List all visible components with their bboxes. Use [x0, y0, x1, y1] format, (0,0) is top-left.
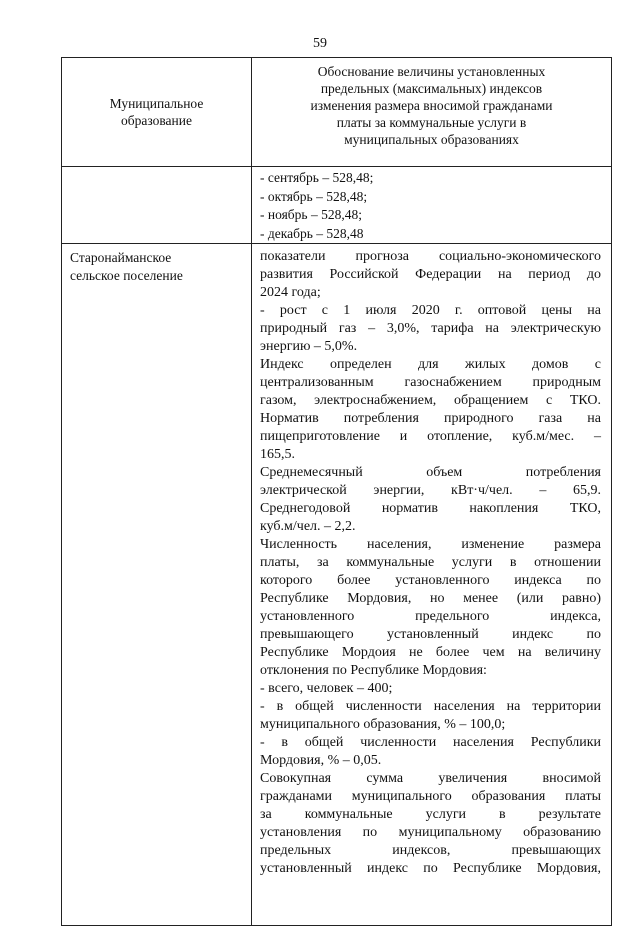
- text-line: за коммунальные услуги в результате: [260, 807, 601, 822]
- text-line: Среднемесячный объем потребления: [260, 465, 601, 480]
- text-line: установленного предельного индекса,: [260, 609, 601, 624]
- text-line: Среднегодовой норматив накопления ТКО,: [260, 501, 601, 516]
- header-justification-line: муниципальных образованиях: [344, 132, 519, 147]
- list-item: - октябрь – 528,48;: [260, 188, 368, 204]
- text-line: пищеприготовление и отопление, куб.м/мес. –: [260, 429, 601, 444]
- page-number: 59: [313, 36, 327, 51]
- text-line: Республике Мордовия, но менее (или равно): [260, 591, 601, 606]
- empty-cell: [62, 167, 252, 244]
- header-justification: [252, 58, 612, 167]
- text-line: отклонения по Республике Мордовия:: [260, 663, 487, 678]
- header-justification-line: платы за коммунальные услуги в: [336, 115, 527, 130]
- months-list: [252, 167, 612, 244]
- header-municipality: [62, 58, 252, 167]
- text-line: - в общей численности населения Республики: [260, 735, 601, 750]
- text-line: природный газ – 3,0%, тарифа на электрическую: [260, 321, 601, 336]
- municipality-name-line: сельское поселение: [70, 267, 183, 283]
- text-line: установленный индекс по Республике Мордовия,: [260, 861, 601, 876]
- header-justification-line: изменения размера вносимой гражданами: [310, 98, 553, 113]
- text-line: - всего, человек – 400;: [260, 681, 393, 696]
- justification-text: [252, 244, 612, 926]
- list-item: - сентябрь – 528,48;: [260, 170, 374, 185]
- header-justification-line: Обоснование величины установленных: [317, 64, 546, 79]
- table-row: [62, 244, 612, 926]
- index-justification-table: [61, 57, 612, 926]
- list-item: - ноябрь – 528,48;: [260, 207, 362, 222]
- text-line: 2024 года;: [260, 285, 321, 300]
- table-row: [62, 167, 612, 244]
- text-line: которого более установленного индекса по: [260, 573, 601, 588]
- text-line: Численность населения, изменение размера: [260, 537, 601, 552]
- text-line: развития Российской Федерации на период до: [260, 267, 601, 282]
- text-line: - рост с 1 июля 2020 г. оптовой цены на: [260, 303, 601, 318]
- text-line: муниципального образования, % – 100,0;: [260, 717, 506, 732]
- text-line: - в общей численности населения на территории: [260, 699, 601, 714]
- header-municipality-line: образование: [121, 113, 192, 128]
- text-line: показатели прогноза социально-экономического: [260, 249, 601, 264]
- header-justification-line: предельных (максимальных) индексов: [320, 81, 543, 96]
- text-line: гражданами муниципального образования платы: [260, 789, 601, 804]
- text-line: предельных индексов, превышающих: [260, 843, 601, 858]
- text-line: Норматив потребления природного газа на: [260, 411, 601, 426]
- text-line: Индекс определен для жилых домов с: [260, 357, 601, 372]
- text-line: установления по муниципальному образованию: [260, 825, 601, 840]
- table-header-row: [62, 58, 612, 167]
- text-line: 165,5.: [260, 447, 295, 462]
- text-line: энергию – 5,0%.: [260, 339, 358, 354]
- header-municipality-line: Муниципальное: [109, 96, 204, 111]
- text-line: Совокупная сумма увеличения вносимой: [260, 771, 601, 786]
- text-line: превышающего установленный индекс по: [260, 627, 601, 642]
- text-line: Республике Мордоия не более чем на величину: [260, 645, 601, 660]
- text-line: Мордовия, % – 0,05.: [260, 753, 382, 768]
- text-line: централизованным газоснабжением природным: [260, 375, 601, 390]
- list-item: - декабрь – 528,48: [260, 225, 364, 241]
- text-line: куб.м/чел. – 2,2.: [260, 519, 356, 534]
- text-line: платы, за коммунальные услуги в отношении: [260, 555, 601, 570]
- text-line: газом, электроснабжением, обращением с ТКО.: [260, 393, 601, 408]
- municipality-name-line: Старонайманское: [70, 250, 172, 265]
- text-line: электрической энергии, кВт·ч/чел. – 65,9.: [260, 483, 601, 498]
- municipality-cell: [62, 244, 252, 926]
